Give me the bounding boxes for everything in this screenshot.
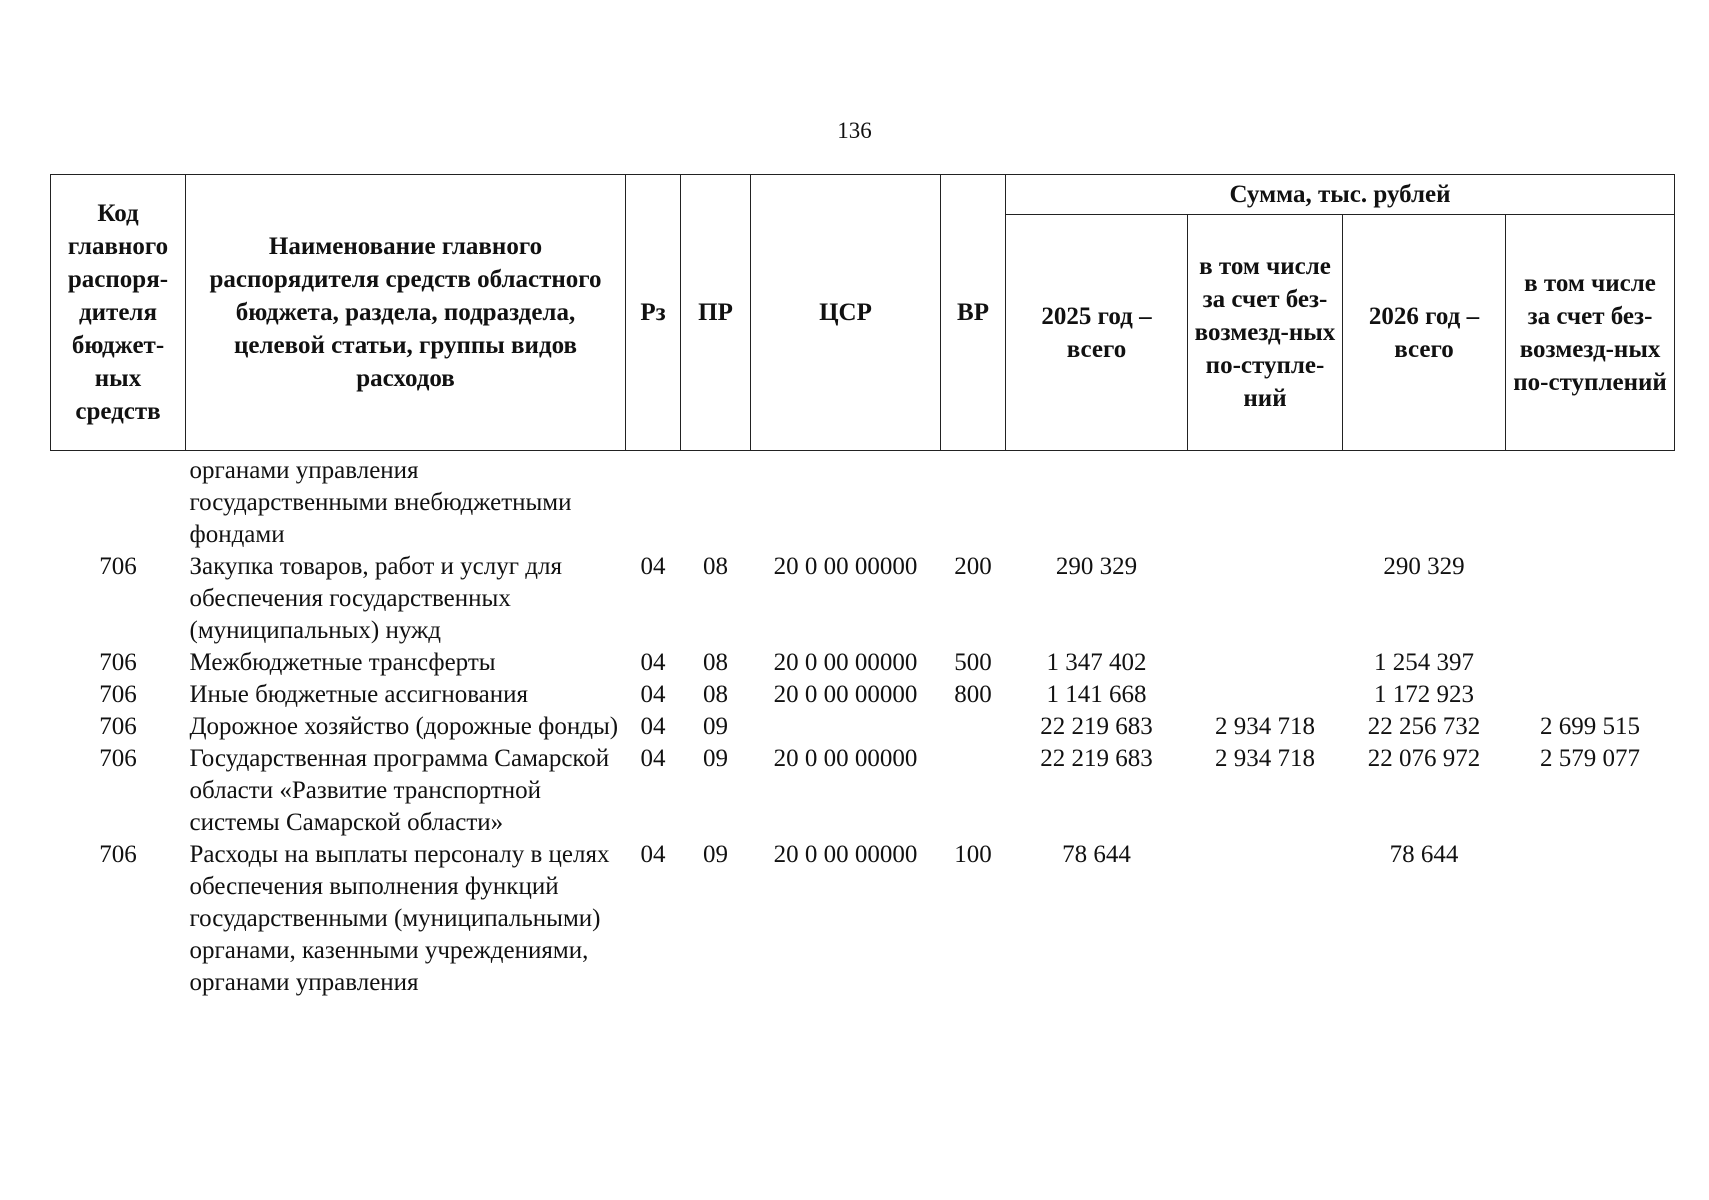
cell-pr: 09 (703, 745, 728, 772)
header-2025-total: 2025 год – всего (1006, 215, 1188, 451)
cell-2026-free (1506, 551, 1675, 647)
cell-name: Закупка товаров, работ и услуг для обеспечения государственных (муниципальных) нужд (189, 553, 562, 644)
cell-vr (941, 451, 1006, 552)
cell-pr: 09 (703, 713, 728, 740)
cell-vr (941, 743, 1006, 839)
cell-name: Межбюджетные трансферты (189, 649, 496, 676)
cell-2025-total: 1 141 668 (1046, 681, 1147, 708)
cell-name: органами управления государственными внебюджетными фондами (189, 457, 572, 548)
header-name: Наименование главного распорядителя средств областного бюджета, раздела, подраздела, целевой статьи, группы видов расходов (186, 175, 626, 451)
cell-code: 706 (99, 681, 137, 708)
cell-csr (751, 711, 941, 743)
cell-rz (626, 451, 681, 552)
cell-vr: 800 (954, 681, 992, 708)
cell-pr: 08 (703, 681, 728, 708)
table-body (51, 451, 1675, 1000)
header-vr: ВР (941, 175, 1006, 451)
cell-rz: 04 (640, 745, 666, 772)
cell-csr: 20 0 00 00000 (773, 841, 918, 868)
cell-2026-free (1506, 647, 1675, 679)
cell-2025-free: 2 934 718 (1215, 745, 1315, 772)
cell-2026-total: 1 254 397 (1374, 649, 1474, 676)
page-number: 136 (837, 118, 872, 143)
cell-name: Иные бюджетные ассигнования (189, 681, 529, 708)
cell-2025-total: 1 347 402 (1046, 649, 1147, 676)
cell-2026-total: 1 172 923 (1374, 681, 1474, 708)
cell-2025-total: 22 219 683 (1040, 745, 1153, 772)
cell-code: 706 (99, 649, 137, 676)
cell-csr: 20 0 00 00000 (773, 553, 918, 580)
cell-2026-total: 22 256 732 (1367, 713, 1481, 740)
cell-2026-free (1506, 451, 1675, 552)
cell-rz: 04 (640, 681, 666, 708)
header-sum-group: Сумма, тыс. рублей (1006, 175, 1675, 215)
cell-vr: 100 (954, 841, 992, 868)
cell-code: 706 (99, 745, 137, 772)
cell-2025-free (1188, 647, 1343, 679)
cell-2025-free (1188, 451, 1343, 552)
cell-pr: 08 (703, 649, 728, 676)
cell-2025-free: 2 934 718 (1215, 713, 1315, 740)
cell-code: 706 (99, 553, 137, 580)
cell-2026-total (1343, 451, 1506, 552)
cell-rz: 04 (640, 649, 666, 676)
cell-pr: 08 (703, 553, 728, 580)
cell-name: Государственная программа Самарской области «Развитие транспортной системы Самарской области» (189, 745, 610, 836)
cell-vr: 200 (954, 553, 992, 580)
cell-vr (941, 711, 1006, 743)
cell-2026-free (1506, 839, 1675, 999)
cell-2025-free (1188, 679, 1343, 711)
cell-csr (751, 451, 941, 552)
cell-2025-total: 22 219 683 (1040, 713, 1153, 740)
cell-code (51, 451, 186, 552)
table-row (51, 679, 1675, 711)
cell-pr (681, 451, 751, 552)
cell-vr: 500 (954, 649, 992, 676)
header-pr: ПР (681, 175, 751, 451)
table-row (51, 647, 1675, 679)
cell-csr: 20 0 00 00000 (773, 681, 918, 708)
cell-csr: 20 0 00 00000 (773, 745, 918, 772)
header-rz: Рз (626, 175, 681, 451)
header-2026-total: 2026 год – всего (1343, 215, 1506, 451)
cell-2025-free (1188, 839, 1343, 999)
table-row (51, 743, 1675, 839)
cell-code: 706 (99, 841, 137, 868)
table-header (51, 175, 1675, 451)
header-code: Код главного распоря-дителя бюджет-ных средств (51, 175, 186, 451)
cell-name: Расходы на выплаты персоналу в целях обеспечения выполнения функций государственными (муниципальными) органами, казенными учреждениями, органами управления (189, 841, 610, 996)
cell-2025-total (1006, 451, 1188, 552)
cell-pr: 09 (703, 841, 728, 868)
cell-rz: 04 (640, 553, 666, 580)
cell-code: 706 (99, 713, 137, 740)
cell-2026-total: 78 644 (1389, 841, 1459, 868)
table-row (51, 451, 1675, 552)
cell-2026-total: 22 076 972 (1367, 745, 1481, 772)
header-2026-free: в том числе за счет без-возмезд-ных по-ступлений (1506, 215, 1675, 451)
cell-2025-free (1188, 551, 1343, 647)
cell-csr: 20 0 00 00000 (773, 649, 918, 676)
cell-rz: 04 (640, 713, 666, 740)
cell-2026-total: 290 329 (1383, 553, 1465, 580)
cell-2025-total: 290 329 (1055, 553, 1138, 580)
table-row (51, 711, 1675, 743)
cell-2026-free: 2 699 515 (1540, 713, 1641, 740)
cell-2025-total: 78 644 (1062, 841, 1131, 868)
table-row (51, 551, 1675, 647)
header-csr: ЦСР (751, 175, 941, 451)
cell-2026-free (1506, 679, 1675, 711)
budget-table (50, 174, 1675, 999)
header-2025-free: в том числе за счет без-возмезд-ных по-ступле-ний (1188, 215, 1343, 451)
table-row (51, 839, 1675, 999)
cell-rz: 04 (640, 841, 666, 868)
cell-2026-free: 2 579 077 (1540, 745, 1641, 772)
cell-name: Дорожное хозяйство (дорожные фонды) (189, 713, 619, 740)
